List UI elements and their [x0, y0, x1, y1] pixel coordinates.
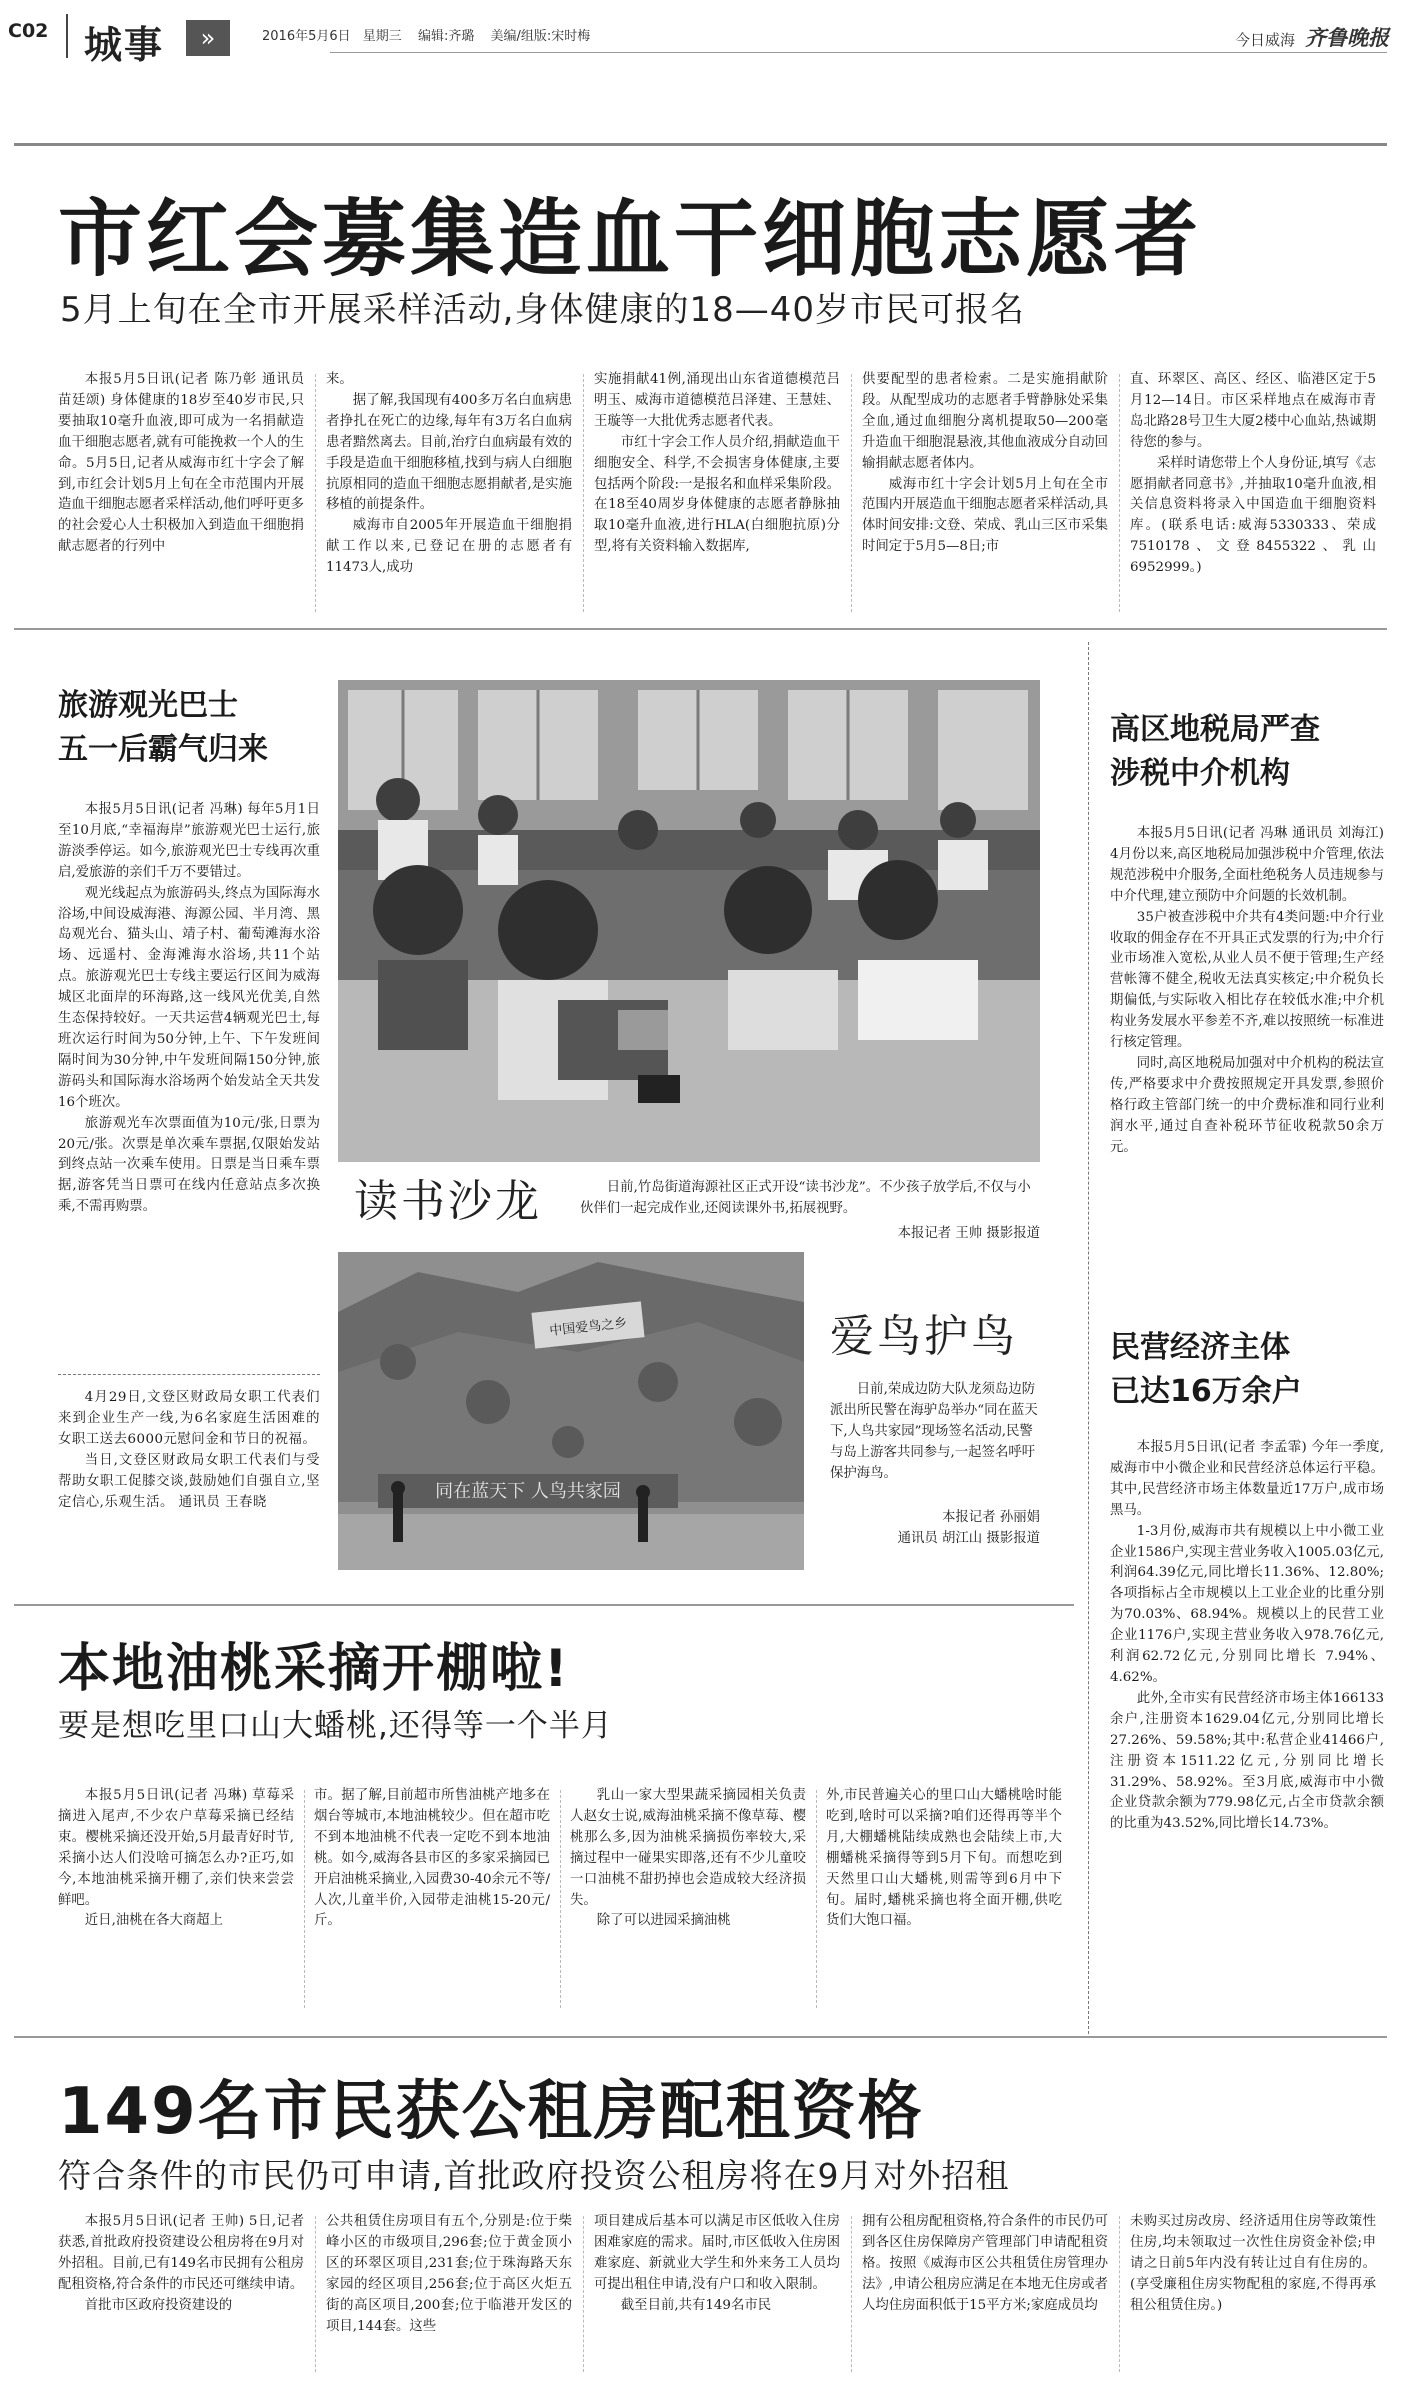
peach-top-rule — [14, 1604, 1074, 1606]
text-column — [1130, 2212, 1376, 2376]
paragraph: 本报5月5日讯(记者 李孟霏) 今年一季度,威海市中小微企业和民营经济总体运行平稳。其中,民营经济市场主体数量近17万户,成市场黑马。 — [1110, 1440, 1384, 1518]
paragraph: 市。据了解,目前超市所售油桃产地多在烟台等城市,本地油桃较少。但在超市吃不到本地油桃不代表一定吃不到本地油桃。如今,威海各县市区的多家采摘园已开启油桃采摘业,入园费30-40余元不等/人次,儿童半价,入园带走油桃15-20元/斤。 — [314, 1788, 550, 1929]
reading-salon-title: 读书沙龙 — [354, 1176, 542, 1227]
reading-salon-image — [338, 680, 1040, 1162]
housing-column-divider — [1119, 2216, 1120, 2372]
paragraph: 观光线起点为旅游码头,终点为国际海水浴场,中间设威海港、海源公园、半月湾、黑岛观光台、猫头山、靖子村、葡萄滩海水浴场、远遥村、金海滩海水浴场,共11个站点。旅游观光巴士专线主要运行区间为威海城区北面岸的环海路,这一线风光优美,自然生态保持较好。一天共运营4辆观光巴士,每班次运行时间为50分钟,上午、下午发班间隔时间为30分钟,中午发班间隔150分钟,旅游码头和国际海水浴场两个始发站全天共发16个班次。 — [58, 885, 320, 1110]
paragraph: 35户被查涉税中介共有4类问题:中介行业收取的佣金存在不开具正式发票的行为;中介行业市场准入宽松,从业人员不便于管理;生产经营帐簿不健全,税收无法真实核定;中介税负长期偏低,与实际收入相比存在较低水准;中介机构业务发展水平参差不齐,难以按照统一标准进行核定管理。 — [1110, 909, 1384, 1051]
masthead-brand: 今日威海 — [1234, 31, 1295, 49]
bird-protection-credit-correspondent: 通讯员 胡江山 摄影报道 — [897, 1530, 1040, 1546]
paragraph: 公共租赁住房项目有五个,分别是:位于柴峰小区的市级项目,296套;位于黄金顶小区的环翠区项目,231套;位于珠海路天东家园的经区项目,256套;位于高区火炬五街的高区项目,200套;位于临港开发区的项目,144套。这些 — [326, 2214, 572, 2334]
bird-sign-text: 中国爱鸟之乡 — [548, 1315, 628, 1340]
housing-column-divider — [851, 2216, 852, 2372]
private-economy-headline-line2: 已达16万余户 — [1110, 1373, 1302, 1409]
text-column — [826, 1786, 1062, 2012]
issue-date: 2016年5月6日 — [262, 29, 351, 44]
private-economy-headline — [1110, 1326, 1380, 1413]
bus-headline-line1: 旅游观光巴士 — [58, 688, 238, 723]
text-column — [58, 370, 304, 616]
lead-bottom-rule — [14, 628, 1387, 630]
masthead — [1235, 22, 1389, 52]
housing-subheadline: 符合条件的市民仍可申请,首批政府投资公租房将在9月对外招租 — [58, 2156, 1010, 2195]
paragraph: 未购买过房改房、经济适用住房等政策性住房,均未领取过一次性住房资金补偿;申请之日前5年内没有转让过自有住房的。(享受廉租住房实物配租的家庭,不得再承租公租赁住房。) — [1130, 2214, 1376, 2313]
text-column — [570, 1786, 806, 2012]
header-rule — [330, 52, 1387, 53]
private-economy-headline-line1: 民营经济主体 — [1110, 1330, 1290, 1365]
bird-protection-image — [338, 1252, 804, 1570]
peach-column-divider — [304, 1790, 305, 2008]
bird-protection-credit — [830, 1508, 1040, 1550]
paragraph: 来。 — [326, 372, 353, 387]
paragraph: 供要配型的患者检索。二是实施捐献阶段。从配型成功的志愿者手臂静脉处采集全血,通过血细胞分离机提取50—200毫升造血干细胞混悬液,其他血液成分自动回输捐献志愿者体内。 — [862, 372, 1108, 471]
text-column — [594, 2212, 840, 2376]
lead-headline: 市红会募集造血干细胞志愿者 — [58, 190, 1203, 288]
page-top-rule — [14, 143, 1387, 146]
bus-body — [58, 800, 320, 1360]
paragraph: 本报5月5日讯(记者 冯琳) 每年5月1日至10月底,“幸福海岸”旅游观光巴士运行,旅游淡季停运。如今,旅游观光巴士专线再次重启,爱旅游的亲们千万不要错过。 — [58, 802, 320, 880]
issue-art-editor: 美编/组版:宋时梅 — [490, 29, 591, 44]
paragraph: 项目建成后基本可以满足市区低收入住房困难家庭的需求。届时,市区低收入住房困难家庭、新就业大学生和外来务工人员均可提出租住申请,没有户口和收入限制。 — [594, 2214, 840, 2292]
peach-column-divider — [816, 1790, 817, 2008]
paragraph: 1-3月份,威海市共有规模以上中小微工业企业1586户,实现主营业务收入1005.03亿元,利润64.39亿元,同比增长11.36%、12.80%;各项指标占全市规模以上工业企业的比重分别为70.03%、68.94%。规模以上的民营工业企业1176户,实现主营业务收入978.76亿元,利润62.72亿元,分别同比增长 7.94%、4.62%。 — [1110, 1523, 1384, 1685]
text-column — [326, 370, 572, 616]
paragraph: 当日,文登区财政局女职工代表们与受帮助女职工促膝交谈,鼓励她们自强自立,坚定信心,乐观生活。 通讯员 王春晓 — [58, 1452, 320, 1510]
housing-column-divider — [315, 2216, 316, 2372]
lead-column-divider — [583, 374, 584, 612]
paragraph: 除了可以进园采摘油桃 — [596, 1913, 731, 1929]
text-column — [862, 2212, 1108, 2376]
paragraph: 本报5月5日讯(记者 冯琳) 草莓采摘进入尾声,不少农户草莓采摘已经结束。樱桃采摘还没开始,5月最青好时节,采摘小达人们没啥可摘怎么办?正巧,如今,本地油桃采摘开棚了,亲们快来尝尝鲜吧。 — [58, 1788, 294, 1908]
tax-headline-line1: 高区地税局严查 — [1110, 712, 1320, 747]
text-column — [862, 370, 1108, 616]
lead-column-divider — [1119, 374, 1120, 612]
housing-headline: 149名市民获公租房配租资格 — [58, 2075, 924, 2149]
brief-body — [58, 1388, 320, 1570]
bird-protection-caption: 日前,荣成边防大队龙须岛边防派出所民警在海驴岛举办“同在蓝天下,人鸟共家园”现场签名活动,民警与岛上游客共同参与,一起签名呼吁保护海鸟。 — [830, 1382, 1038, 1481]
issue-weekday: 星期三 — [362, 29, 402, 44]
text-column — [594, 370, 840, 616]
bird-protection-credit-reporter: 本报记者 孙丽娟 — [942, 1510, 1040, 1525]
bird-protection-title: 爱鸟护鸟 — [830, 1311, 1018, 1362]
housing-column-divider — [583, 2216, 584, 2372]
text-column — [1130, 370, 1376, 616]
housing-top-rule — [14, 2036, 1387, 2038]
paragraph: 本报5月5日讯(记者 王帅) 5日,记者获悉,首批政府投资建设公租房将在9月对外招租。目前,已有149名市民拥有公租房配租资格,符合条件的市民还可继续申请。 — [58, 2214, 304, 2292]
paragraph: 威海市红十字会计划5月上旬在全市范围内开展造血干细胞志愿者采样活动,具体时间安排:文登、荣成、乳山三区市采集时间定于5月5—8日;市 — [862, 476, 1108, 555]
lead-column-divider — [851, 374, 852, 612]
issue-info — [262, 25, 590, 44]
paragraph: 本报5月5日讯(记者 陈乃彰 通讯员 苗廷颂) 身体健康的18岁至40岁市民,只要抽取10毫升血液,即可成为一名捐献造血干细胞志愿者,就有可能挽救一个人的生命。5月5日,记者从威海市红十字会了解到,市红会计划5月上旬在全市范围内开展造血干细胞志愿者采样活动,他们呼吁更多的社会爱心人士积极加入到造血干细胞捐献志愿者的行列中 — [58, 372, 304, 555]
bus-headline-line2: 五一后霸气归来 — [58, 731, 268, 767]
section-arrow-icon: » — [186, 20, 230, 56]
text-column — [326, 2212, 572, 2376]
right-sidebar-divider — [1088, 642, 1089, 2034]
paragraph: 外,市民普遍关心的里口山大蟠桃啥时能吃到,啥时可以采摘?咱们还得再等半个月,大棚蟠桃陆续成熟也会陆续上市,大棚蟠桃采摘得等到5月下旬。而想吃到天然里口山大蟠桃,则需等到6月中下旬。届时,蟠桃采摘也将全面开棚,供吃货们大饱口福。 — [826, 1788, 1062, 1929]
bird-protection-photo — [338, 1252, 804, 1570]
header-divider — [66, 14, 68, 58]
peach-headline: 本地油桃采摘开棚啦! — [58, 1639, 570, 1699]
text-column — [58, 2212, 304, 2376]
paragraph: 旅游观光车次票面值为10元/张,日票为20元/张。次票是单次乘车票据,仅限始发站到终点站一次乘车使用。日票是当日乘车票据,游客凭当日票可在线内任意站点多次换乘,不需再购票。 — [58, 1115, 320, 1215]
section-title: 城事 — [84, 23, 165, 67]
paragraph: 乳山一家大型果蔬采摘园相关负责人赵女士说,威海油桃采摘不像草莓、樱桃那么多,因为油桃采摘损伤率较大,采摘过程中一碰果实即落,还有不少儿童咬一口油桃不甜扔掉也会造成较大经济损失。 — [570, 1788, 806, 1908]
paragraph: 实施捐献41例,涌现出山东省道德模范吕明玉、威海市道德模范吕泽建、王慧娃、王璇等一大批优秀志愿者代表。 — [594, 372, 840, 429]
tax-body — [1110, 824, 1384, 1312]
peach-subheadline: 要是想吃里口山大蟠桃,还得等一个半月 — [58, 1708, 613, 1744]
private-economy-body — [1110, 1438, 1384, 2030]
paragraph: 市红十字会工作人员介绍,捐献造血干细胞安全、科学,不会损害身体健康,主要包括两个阶段:一是报名和血样采集阶段。在18至40周岁身体健康的志愿者静脉抽取10毫升血液,进行HLA(白细胞抗原)分型,将有关资料输入数据库, — [594, 434, 840, 555]
paragraph: 首批市区政府投资建设的 — [84, 2297, 233, 2313]
paragraph: 近日,油桃在各大商超上 — [84, 1913, 223, 1929]
bird-banner-text: 同在蓝天下 人鸟共家园 — [435, 1481, 621, 1502]
paragraph: 直、环翠区、高区、经区、临港区定于5月12—14日。市区采样地点在威海市青岛北路28号卫生大厦2楼中心血站,热诚期待您的参与。 — [1130, 372, 1376, 450]
issue-editor: 编辑:齐璐 — [417, 29, 475, 44]
reading-salon-caption: 日前,竹岛街道海源社区正式开设“读书沙龙”。不少孩子放学后,不仅与小伙伴们一起完成作业,还阅读课外书,拓展视野。 — [580, 1180, 1031, 1216]
paragraph: 本报5月5日讯(记者 冯琳 通讯员 刘海江) 4月份以来,高区地税局加强涉税中介管理,依法规范涉税中介服务,全面杜绝税务人员违规参与中介代理,建立预防中介问题的长效机制。 — [1110, 826, 1384, 904]
reading-salon-photo — [338, 680, 1040, 1162]
paragraph: 拥有公租房配租资格,符合条件的市民仍可到各区住房保障房产管理部门申请配租资格。按照《威海市区公共租赁住房管理办法》,申请公租房应满足在本地无住房或者人均住房面积低于15平方米;家庭成员均 — [862, 2214, 1108, 2313]
paragraph: 同时,高区地税局加强对中介机构的税法宣传,严格要求中介费按照规定开具发票,参照价格行政主管部门统一的中介费标准和同行业利润水平,通过自查补税环节征收税款50余万元。 — [1110, 1055, 1384, 1155]
paragraph: 4月29日,文登区财政局女职工代表们来到企业生产一线,为6名家庭生活困难的女职工送去6000元慰问金和节日的祝福。 — [58, 1390, 320, 1447]
paragraph: 威海市自2005年开展造血干细胞捐献工作以来,已登记在册的志愿者有11473人,成功 — [326, 518, 572, 576]
masthead-paper-logo: 齐鲁晚报 — [1305, 25, 1389, 50]
reading-salon-credit: 本报记者 王帅 摄影报道 — [897, 1226, 1040, 1241]
tax-headline — [1110, 708, 1380, 795]
paragraph: 据了解,我国现有400多万名白血病患者挣扎在死亡的边缘,每年有3万名白血病患者黯然离去。目前,治疗白血病最有效的手段是造血干细胞移植,找到与病人白细胞抗原相同的造血干细胞志愿捐献者,是实施移植的前提条件。 — [326, 392, 572, 513]
bus-bottom-rule — [58, 1374, 320, 1375]
paragraph: 此外,全市实有民营经济市场主体166133余户,注册资本1629.04亿元,分别同比增长27.26%、59.58%;其中:私营企业41466户,注册资本1511.22亿元,分别同比增长31.29%、58.92%。至3月底,威海市中小微企业贷款余额为779.98亿元,占全市贷款余额的比重为43.52%,同比增长14.73%。 — [1110, 1690, 1384, 1832]
text-column — [58, 1786, 294, 2012]
lead-column-divider — [315, 374, 316, 612]
bus-headline — [58, 684, 318, 771]
text-column — [314, 1786, 550, 2012]
paragraph: 截至目前,共有149名市民 — [620, 2297, 772, 2313]
page-number: C02 — [8, 20, 49, 42]
lead-subheadline: 5月上旬在全市开展采样活动,身体健康的18—40岁市民可报名 — [60, 290, 1025, 330]
peach-column-divider — [560, 1790, 561, 2008]
paragraph: 采样时请您带上个人身份证,填写《志愿捐献者同意书》,并抽取10毫升血液,相关信息资料将录入中国造血干细胞资料库。(联系电话:威海5330333、荣成7510178、文登8455322、乳山6952999。) — [1130, 455, 1376, 576]
tax-headline-line2: 涉税中介机构 — [1110, 755, 1290, 791]
